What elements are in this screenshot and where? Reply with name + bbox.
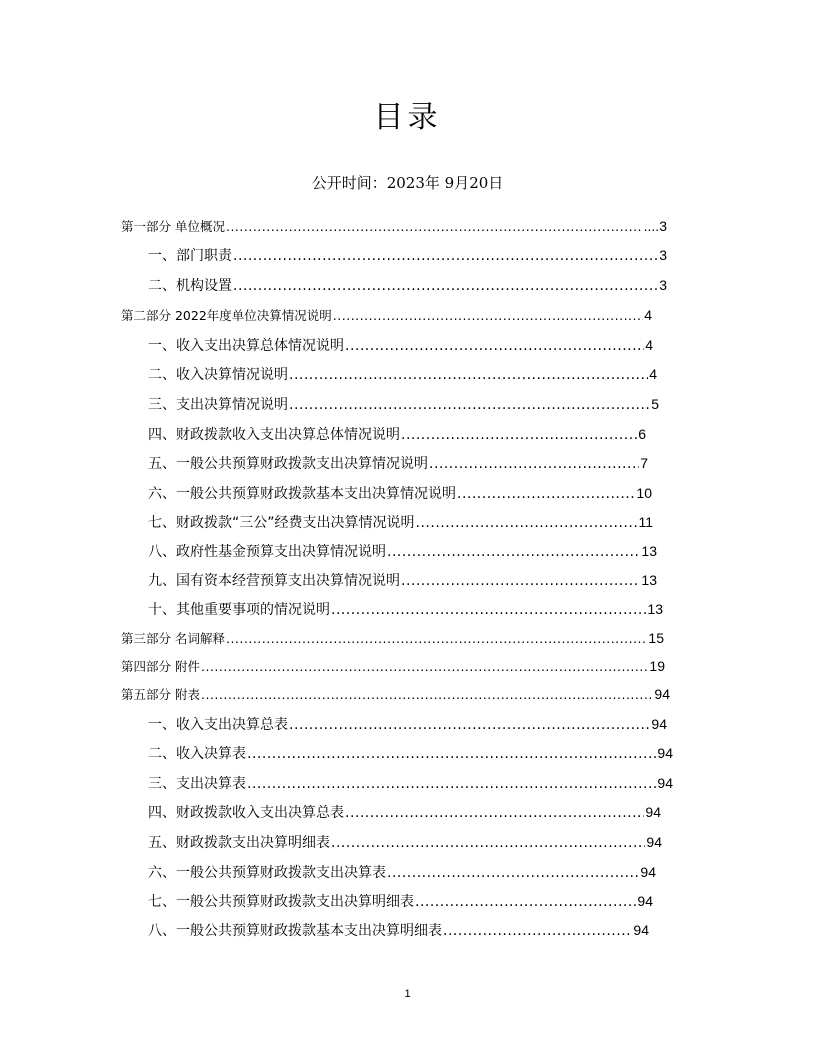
toc-leader-dots [233, 246, 658, 266]
toc-entry[interactable] [148, 245, 667, 265]
toc-entry-label: 二、收入决算表 [148, 746, 246, 762]
toc-entry-page: 94 [646, 834, 662, 850]
toc-entry-label: 一、收入支出决算总表 [148, 717, 288, 733]
toc-entry-page: 7 [640, 455, 648, 471]
toc-leader-dots [247, 774, 656, 794]
toc-leader-dots [289, 365, 648, 385]
toc-entry-page: 6 [638, 426, 646, 442]
toc-entry-page: 3 [659, 247, 667, 263]
toc-leader-dots [331, 833, 645, 853]
toc-leader-dots [331, 600, 646, 620]
toc-entry[interactable] [121, 305, 652, 325]
toc-leader-dots [233, 276, 658, 296]
toc-leader-dots [387, 863, 639, 883]
toc-entry-label: 四、财政拨款收入支出决算总表 [148, 805, 344, 821]
toc-leader-dots [226, 217, 643, 237]
toc-entry-label: 五、一般公共预算财政拨款支出决算情况说明 [148, 456, 428, 472]
toc-entry-page: 19 [649, 658, 665, 674]
toc-entry-page: 94 [637, 893, 653, 909]
toc-entry[interactable] [148, 832, 662, 852]
toc-leader-dots [457, 484, 635, 504]
toc-leader-dots [401, 425, 637, 445]
toc-leader-dots [415, 892, 636, 912]
toc-entry-label: 第一部分 单位概况 [121, 219, 225, 234]
toc-entry[interactable] [148, 541, 657, 561]
toc-entry[interactable] [148, 335, 653, 355]
toc-entry-page: ....3 [643, 218, 667, 234]
toc-entry-page: 11 [638, 514, 653, 530]
toc-entry-page: 4 [644, 307, 652, 323]
toc-leader-dots [387, 542, 640, 562]
toc-entry[interactable] [148, 364, 657, 384]
toc-entry-label: 八、政府性基金预算支出决算情况说明 [148, 544, 386, 560]
toc-leader-dots [201, 657, 648, 677]
toc-entry-page: 94 [657, 745, 673, 761]
toc-leader-dots [201, 685, 653, 705]
toc-entry-label: 六、一般公共预算财政拨款支出决算表 [148, 865, 386, 881]
toc-entry[interactable] [148, 394, 659, 414]
toc-entry-page: 94 [633, 922, 649, 938]
toc-leader-dots [333, 306, 643, 326]
toc-entry[interactable] [148, 714, 667, 734]
toc-leader-dots [345, 803, 644, 823]
toc-entry-page: 94 [640, 864, 656, 880]
toc-entry[interactable] [148, 483, 652, 503]
toc-leader-dots [416, 513, 638, 533]
page-number: 1 [404, 988, 411, 1000]
toc-entry-label: 二、收入决算情况说明 [148, 367, 288, 383]
toc-entry[interactable] [148, 862, 656, 882]
toc-entry-label: 八、一般公共预算财政拨款基本支出决算明细表 [148, 923, 442, 939]
toc-leader-dots [247, 744, 656, 764]
toc-leader-dots [443, 921, 632, 941]
toc-entry-label: 第五部分 附表 [121, 687, 200, 702]
toc-entry-label: 十、其他重要事项的情况说明 [148, 602, 330, 618]
toc-leader-dots [401, 571, 640, 591]
toc-entry[interactable] [148, 424, 646, 444]
toc-entry-label: 一、部门职责 [148, 248, 232, 264]
toc-entry-label: 三、支出决算表 [148, 776, 246, 792]
toc-leader-dots [289, 395, 650, 415]
toc-entry-label: 一、收入支出决算总体情况说明 [148, 338, 344, 354]
toc-entry-label: 第四部分 附件 [121, 659, 200, 674]
toc-entry-label: 七、一般公共预算财政拨款支出决算明细表 [148, 894, 414, 910]
toc-entry[interactable] [148, 920, 649, 940]
toc-entry[interactable] [148, 570, 657, 590]
toc-entry[interactable] [121, 656, 665, 676]
toc-entry-page: 94 [651, 716, 667, 732]
toc-entry-label: 四、财政拨款收入支出决算总体情况说明 [148, 427, 400, 443]
toc-entry-label: 九、国有资本经营预算支出决算情况说明 [148, 573, 400, 589]
publish-time: 公开时间：2023年 9月20日 [311, 174, 504, 192]
toc-entry[interactable] [121, 216, 667, 236]
toc-entry-label: 五、财政拨款支出决算明细表 [148, 835, 330, 851]
toc-entry[interactable] [148, 599, 663, 619]
toc-entry-page: 4 [645, 337, 653, 353]
toc-entry-page: 13 [641, 572, 657, 588]
toc-entry-label: 七、财政拨款“三公”经费支出决算情况说明 [148, 515, 415, 531]
toc-entry[interactable] [121, 628, 664, 648]
toc-entry-page: 3 [659, 277, 667, 293]
toc-entry-page: 15 [648, 630, 664, 646]
toc-entry-page: 94 [654, 686, 670, 702]
toc-entry-page: 13 [641, 543, 657, 559]
toc-entry[interactable] [148, 512, 653, 532]
toc-entry-label: 二、机构设置 [148, 278, 232, 294]
toc-entry[interactable] [121, 684, 670, 704]
toc-entry[interactable] [148, 743, 673, 763]
toc-entry-page: 4 [649, 366, 657, 382]
toc-leader-dots [345, 336, 644, 356]
toc-entry[interactable] [148, 891, 653, 911]
toc-entry-page: 94 [657, 775, 673, 791]
toc-leader-dots [429, 454, 639, 474]
toc-entry-page: 94 [645, 804, 661, 820]
toc-entry-page: 5 [651, 396, 659, 412]
toc-entry-label: 第三部分 名词解释 [121, 631, 225, 646]
toc-entry-page: 13 [647, 601, 663, 617]
toc-leader-dots [289, 715, 650, 735]
toc-entry-label: 六、一般公共预算财政拨款基本支出决算情况说明 [148, 486, 456, 502]
toc-entry-page: 10 [636, 485, 652, 501]
toc-entry[interactable] [148, 275, 667, 295]
toc-entry[interactable] [148, 453, 648, 473]
toc-entry-label: 第二部分 2022年度单位决算情况说明 [121, 308, 332, 323]
toc-entry[interactable] [148, 773, 673, 793]
toc-entry-label: 三、支出决算情况说明 [148, 397, 288, 413]
page-title: 目录 [373, 100, 442, 135]
toc-leader-dots [226, 629, 647, 649]
toc-entry[interactable] [148, 802, 661, 822]
